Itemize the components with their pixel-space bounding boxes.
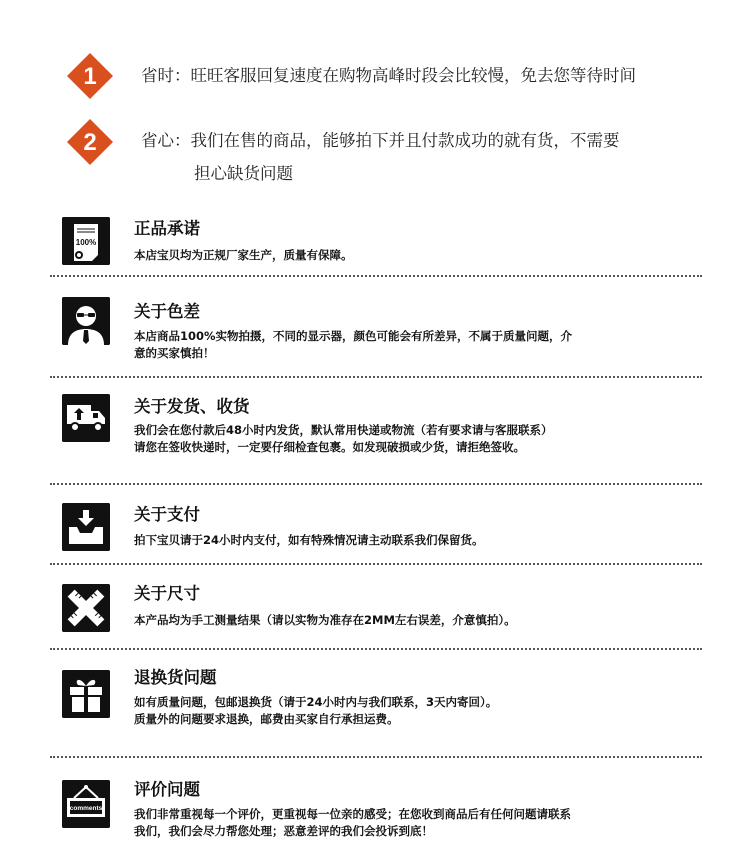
- person-icon: [62, 297, 110, 345]
- section-title: 关于支付: [134, 505, 200, 524]
- section-title: 关于色差: [134, 302, 200, 321]
- certificate-icon: [62, 217, 110, 265]
- comments-sign-icon: [62, 780, 110, 828]
- body-line: 请您在签收快递时，一定要仔细检查包裹。如发现破损或少货，请拒绝签收。: [134, 440, 525, 454]
- body-line: 拍下宝贝请于24小时内支付，如有特殊情况请主动联系我们保留货。: [134, 533, 484, 547]
- section-title: 退换货问题: [134, 668, 217, 687]
- section-body: [134, 612, 694, 629]
- section-body: [134, 422, 694, 456]
- section-body: [134, 247, 694, 264]
- number-1: 1: [83, 63, 97, 90]
- tip-1-text: 省时：旺旺客服回复速度在购物高峰时段会比较慢，免去您等待时间: [141, 66, 636, 85]
- section-body: [134, 328, 694, 362]
- number-2: 2: [83, 129, 97, 156]
- section-title: 评价问题: [134, 780, 200, 799]
- certificate-label: 100%: [75, 238, 97, 247]
- divider: [50, 275, 702, 277]
- section-title: 关于尺寸: [134, 584, 200, 603]
- divider: [50, 648, 702, 650]
- section-title: 关于发货、收货: [134, 397, 250, 416]
- body-line: 我们，我们会尽力帮您处理；恶意差评的我们会投诉到底！: [134, 824, 433, 838]
- section-title: 正品承诺: [134, 219, 200, 238]
- body-line: 本店商品100%实物拍摄，不同的显示器，颜色可能会有所差异，不属于质量问题，介: [134, 329, 573, 343]
- tip-2-text-line1: 省心：我们在售的商品，能够拍下并且付款成功的就有货，不需要: [141, 131, 620, 150]
- number-diamond-1: [66, 52, 114, 100]
- body-line: 本店宝贝均为正规厂家生产，质量有保障。: [134, 248, 353, 262]
- body-line: 本产品均为手工测量结果（请以实物为准存在2MM左右误差，介意慎拍）。: [134, 613, 516, 627]
- section-body: [134, 532, 694, 549]
- divider: [50, 483, 702, 485]
- body-line: 质量外的问题要求退换，邮费由买家自行承担运费。: [134, 712, 399, 726]
- section-body: [134, 694, 694, 728]
- tip-2-text-line2: 担心缺货问题: [194, 164, 293, 183]
- divider: [50, 756, 702, 758]
- ruler-cross-icon: [62, 584, 110, 632]
- divider: [50, 563, 702, 565]
- divider: [50, 376, 702, 378]
- payment-tray-icon: [62, 503, 110, 551]
- gift-box-icon: [62, 670, 110, 718]
- body-line: 我们会在您付款后48小时内发货，默认常用快递或物流（若有要求请与客服联系）: [134, 423, 553, 437]
- delivery-truck-icon: [62, 394, 110, 442]
- number-diamond-2: [66, 118, 114, 166]
- body-line: 我们非常重视每一个评价，更重视每一位亲的感受；在您收到商品后有任何问题请联系: [134, 807, 571, 821]
- body-line: 如有质量问题，包邮退换货（请于24小时内与我们联系，3天内寄回）。: [134, 695, 498, 709]
- body-line: 意的买家慎拍！: [134, 346, 215, 360]
- section-body: [134, 806, 694, 840]
- comments-sign-label: comments: [69, 805, 103, 812]
